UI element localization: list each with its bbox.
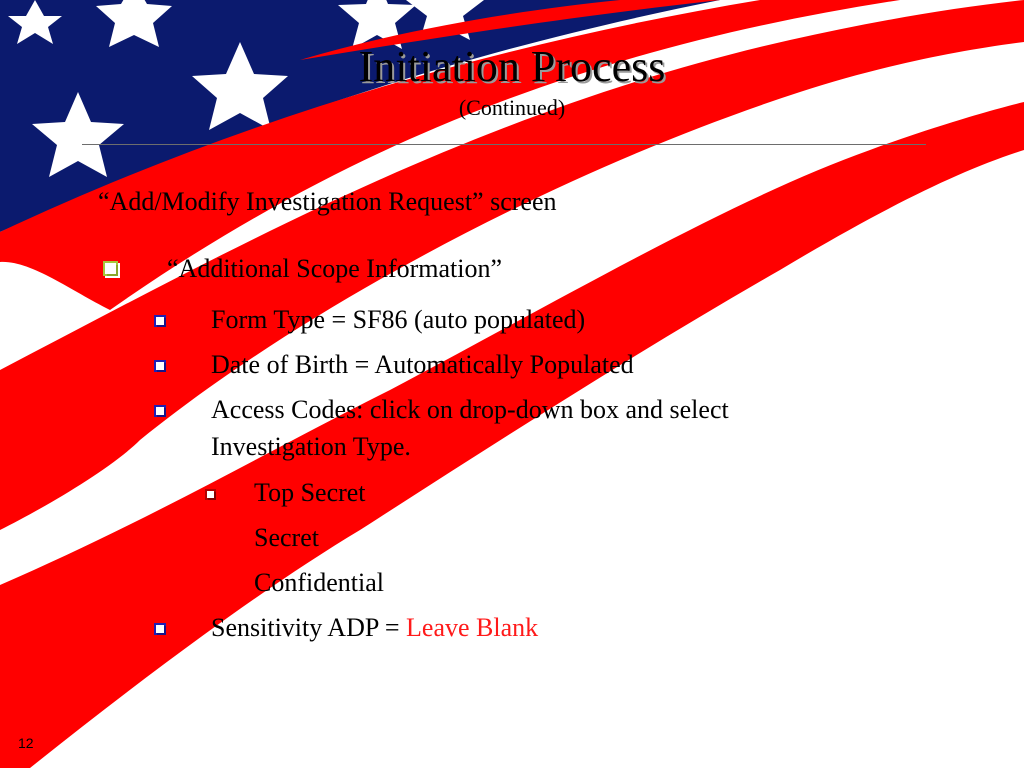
hollow-square-bullet-icon <box>154 315 166 327</box>
title-divider <box>82 144 926 145</box>
hollow-square-bullet-icon <box>154 405 166 417</box>
page-subtitle: (Continued) <box>458 95 566 120</box>
intro-text: “Add/Modify Investigation Request” screen <box>98 187 557 216</box>
list-item-continuation: Investigation Type. <box>211 432 411 461</box>
hollow-square-bullet-icon <box>205 489 216 500</box>
list-item-sensitivity <box>211 610 538 646</box>
list-item: Access Codes: click on drop-down box and select <box>211 395 729 424</box>
list-item: Date of Birth = Automatically Populated <box>211 350 634 379</box>
sensitivity-value: Leave Blank <box>406 613 539 642</box>
page-number: 12 <box>18 735 34 751</box>
list-item: Form Type = SF86 (auto populated) <box>211 305 586 334</box>
access-code-item: Secret <box>254 523 319 552</box>
sensitivity-label: Sensitivity ADP = <box>211 613 407 642</box>
access-code-item: Top Secret <box>254 478 366 507</box>
hollow-square-bullet-icon <box>154 623 166 635</box>
access-code-item: Confidential <box>254 568 384 597</box>
hollow-square-bullet-icon <box>103 261 118 276</box>
hollow-square-bullet-icon <box>154 360 166 372</box>
page-title-text: Initiation Process <box>358 42 666 91</box>
page-title <box>0 40 1024 94</box>
section-heading: “Additional Scope Information” <box>167 254 503 283</box>
